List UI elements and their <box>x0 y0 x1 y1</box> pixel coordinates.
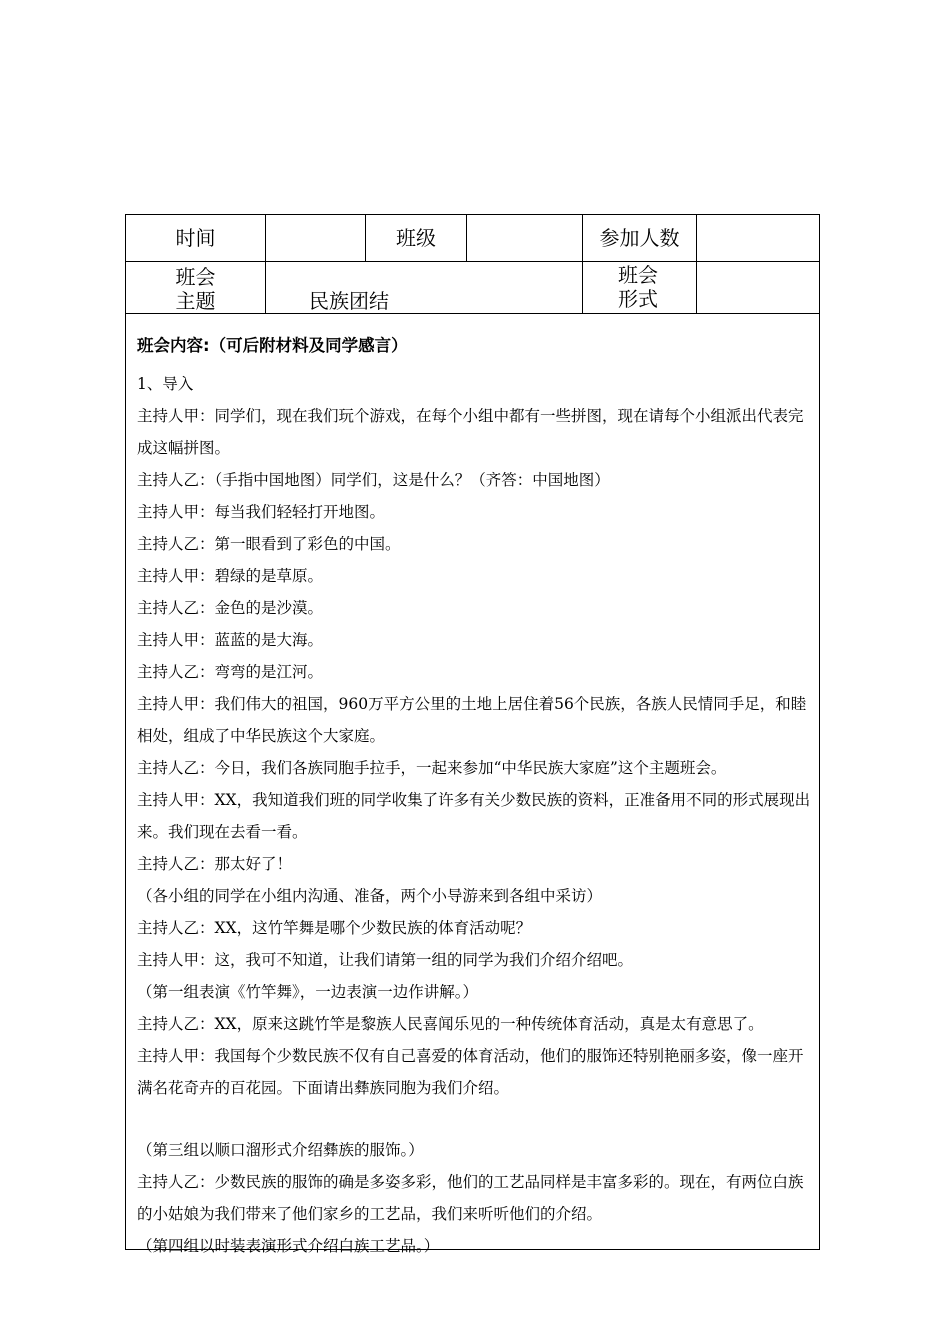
script-line: 主持人甲：我国每个少数民族不仅有自己喜爱的体育活动，他们的服饰还特别艳丽多姿，像一座开满名花奇卉的百花园。下面请出彝族同胞为我们介绍。 <box>137 1047 804 1097</box>
class-meeting-form <box>125 214 820 1255</box>
col-divider <box>696 215 697 313</box>
script-line: 主持人乙：少数民族的服饰的确是多姿多彩，他们的工艺品同样是丰富多彩的。现在，有两位白族的小姑娘为我们带来了他们家乡的工艺品，我们来听听他们的介绍。 <box>137 1173 804 1223</box>
script-line: 主持人乙：第一眼看到了彩色的中国。 <box>137 535 401 553</box>
row-divider <box>126 261 819 262</box>
script-paragraphs <box>137 368 813 1104</box>
script-line: 主持人乙：（手指中国地图）同学们，这是什么？（齐答：中国地图） <box>137 471 610 489</box>
theme-label-line1: 班会 <box>175 265 216 289</box>
script-line: 主持人甲：每当我们轻轻打开地图。 <box>137 503 386 521</box>
script-line: （第四组以时装表演形式介绍白族工艺品。） <box>137 1237 440 1255</box>
script-line: （第一组表演《竹竿舞》，一边表演一边作讲解。） <box>137 983 479 1001</box>
form-label-line2: 形式 <box>618 287 658 311</box>
theme-label-line2: 主题 <box>175 289 216 313</box>
class-label: 班级 <box>396 226 436 250</box>
content-title: 班会内容:（可后附材料及同学感言） <box>137 336 408 355</box>
script-line: 主持人甲：同学们，现在我们玩个游戏，在每个小组中都有一些拼图，现在请每个小组派出代表完成这幅拼图。 <box>137 407 804 457</box>
script-line: 主持人甲：碧绿的是草原。 <box>137 567 324 585</box>
script-line: 主持人乙：金色的是沙漠。 <box>137 599 324 617</box>
col-divider <box>265 215 266 313</box>
row-divider <box>126 313 819 314</box>
script-line: 1、导入 <box>137 375 194 393</box>
script-line: 主持人甲：这，我可不知道，让我们请第一组的同学为我们介绍介绍吧。 <box>137 951 634 969</box>
script-line: （各小组的同学在小组内沟通、准备，两个小导游来到各组中采访） <box>137 887 603 905</box>
script-line: 主持人乙：XX，这竹竿舞是哪个少数民族的体育活动呢？ <box>137 919 532 937</box>
theme-value[interactable]: 民族团结 <box>309 289 389 313</box>
script-line: 主持人甲：我们伟大的祖国，960万平方公里的土地上居住着56个民族，各族人民情同手足，和睦相处，组成了中华民族这个大家庭。 <box>137 695 807 745</box>
spacer <box>137 1104 813 1134</box>
content-body <box>137 332 813 1262</box>
script-line: 主持人乙：那太好了！ <box>137 855 293 873</box>
form-label-line1: 班会 <box>618 263 658 287</box>
script-line: 主持人甲：XX，我知道我们班的同学收集了许多有关少数民族的资料，正准备用不同的形式展现出来。我们现在去看一看。 <box>137 791 811 841</box>
theme-label <box>126 265 265 313</box>
form-label <box>583 263 693 311</box>
script-line: （第三组以顺口溜形式介绍彝族的服饰。） <box>137 1141 424 1159</box>
script-line: 主持人乙：今日，我们各族同胞手拉手，一起来参加“中华民族大家庭”这个主题班会。 <box>137 759 727 777</box>
script-line: 主持人乙：弯弯的是江河。 <box>137 663 324 681</box>
script-paragraphs-continued <box>137 1134 813 1262</box>
time-label: 时间 <box>175 226 216 250</box>
script-line: 主持人乙：XX，原来这跳竹竿是黎族人民喜闻乐见的一种传统体育活动，真是太有意思了。 <box>137 1015 764 1033</box>
script-line: 主持人甲：蓝蓝的是大海。 <box>137 631 324 649</box>
participants-label: 参加人数 <box>599 226 680 250</box>
col-divider <box>466 215 467 261</box>
